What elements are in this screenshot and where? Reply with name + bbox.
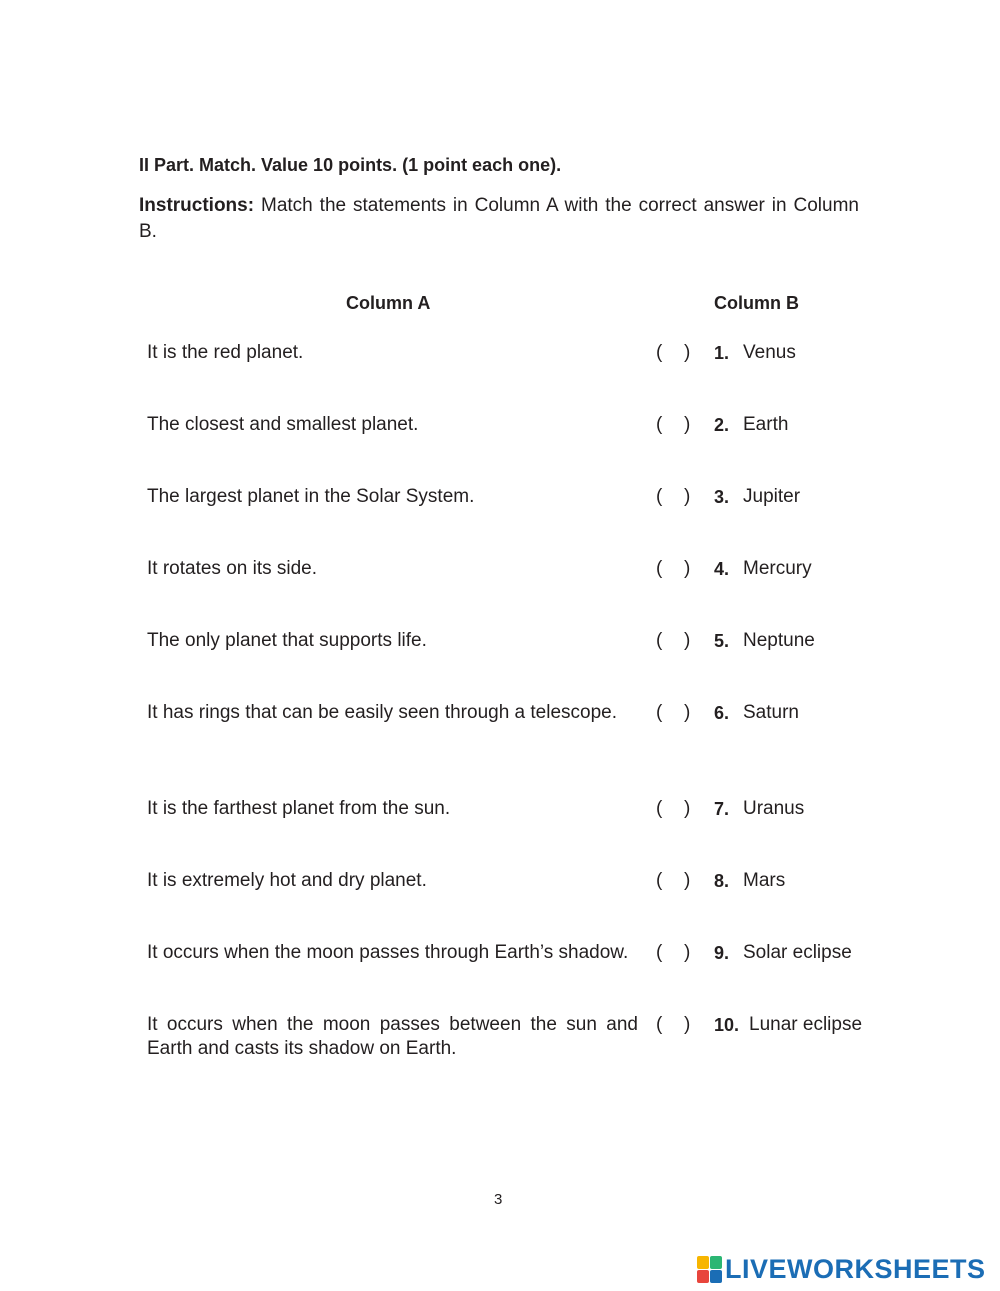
statement: The largest planet in the Solar System. (147, 486, 475, 507)
option-label: Lunar eclipse (749, 1014, 863, 1035)
paren-open: ( (656, 870, 663, 891)
column-a-header: Column A (346, 293, 431, 313)
option-label: Mars (743, 870, 786, 891)
match-row-6 (0, 701, 1000, 761)
answer-field[interactable] (665, 797, 683, 821)
answer-field[interactable] (665, 869, 683, 893)
option-number: 2. (714, 415, 730, 435)
instructions-label: Instructions: (139, 195, 255, 216)
instructions-text: Match the statements in Column A with the correct answer in Column B. (139, 195, 859, 242)
liveworksheets-logo[interactable] (697, 1254, 986, 1284)
option-number: 4. (714, 559, 730, 579)
option-number: 3. (714, 487, 730, 507)
match-row-4 (0, 557, 1000, 617)
statement: It has rings that can be easily seen through a telescope. (147, 702, 618, 723)
answer-field[interactable] (665, 341, 683, 365)
paren-open: ( (656, 798, 663, 819)
option-label: Mercury (743, 558, 812, 579)
paren-open: ( (656, 558, 663, 579)
answer-field[interactable] (665, 413, 683, 437)
match-row-7 (0, 797, 1000, 857)
option-label: Solar eclipse (743, 942, 852, 963)
paren-open: ( (656, 942, 663, 963)
logo-square-green (710, 1256, 722, 1269)
statement: It is the farthest planet from the sun. (147, 798, 451, 819)
option-label: Uranus (743, 798, 805, 819)
paren-open: ( (656, 486, 663, 507)
paren-close: ) (684, 414, 691, 435)
paren-close: ) (684, 870, 691, 891)
answer-field[interactable] (665, 1013, 683, 1037)
option-number: 1. (714, 343, 730, 363)
paren-close: ) (684, 558, 691, 579)
statement: It is extremely hot and dry planet. (147, 870, 427, 891)
liveworksheets-logo-icon (697, 1256, 721, 1282)
option-number: 7. (714, 799, 730, 819)
logo-square-blue (710, 1270, 722, 1283)
answer-field[interactable] (665, 629, 683, 653)
logo-square-red (697, 1270, 709, 1283)
option-number: 9. (714, 943, 730, 963)
logo-square-yellow (697, 1256, 709, 1269)
paren-close: ) (684, 1014, 691, 1035)
paren-open: ( (656, 414, 663, 435)
paren-open: ( (656, 630, 663, 651)
paren-close: ) (684, 942, 691, 963)
instructions (139, 193, 859, 245)
option-label: Saturn (743, 702, 799, 723)
match-row-8 (0, 869, 1000, 929)
statement: It occurs when the moon passes between the sun and Earth and casts its shadow on Earth. (147, 1014, 638, 1059)
option-number: 6. (714, 703, 730, 723)
option-label: Neptune (743, 630, 815, 651)
statement: The closest and smallest planet. (147, 414, 419, 435)
option-label: Venus (743, 342, 796, 363)
paren-close: ) (684, 702, 691, 723)
match-row-9 (0, 941, 1000, 1001)
paren-open: ( (656, 1014, 663, 1035)
paren-close: ) (684, 486, 691, 507)
match-row-2 (0, 413, 1000, 473)
option-number: 5. (714, 631, 730, 651)
statement: The only planet that supports life. (147, 630, 427, 651)
answer-field[interactable] (665, 941, 683, 965)
option-label: Earth (743, 414, 789, 435)
match-row-10 (0, 1013, 1000, 1073)
answer-field[interactable] (665, 557, 683, 581)
statement: It is the red planet. (147, 342, 304, 363)
option-number: 10. (714, 1015, 740, 1035)
page-number: 3 (494, 1191, 503, 1208)
option-number: 8. (714, 871, 730, 891)
paren-close: ) (684, 798, 691, 819)
brand-name: LIVEWORKSHEETS (725, 1253, 986, 1284)
answer-field[interactable] (665, 485, 683, 509)
paren-open: ( (656, 342, 663, 363)
answer-field[interactable] (665, 701, 683, 725)
match-row-5 (0, 629, 1000, 689)
paren-close: ) (684, 630, 691, 651)
column-b-header: Column B (714, 293, 799, 313)
paren-open: ( (656, 702, 663, 723)
statement: It rotates on its side. (147, 558, 318, 579)
option-label: Jupiter (743, 486, 801, 507)
section-heading: II Part. Match. Value 10 points. (1 point each one). (139, 155, 562, 175)
match-row-1 (0, 341, 1000, 401)
match-row-3 (0, 485, 1000, 545)
statement: It occurs when the moon passes through Earth’s shadow. (147, 942, 629, 963)
paren-close: ) (684, 342, 691, 363)
